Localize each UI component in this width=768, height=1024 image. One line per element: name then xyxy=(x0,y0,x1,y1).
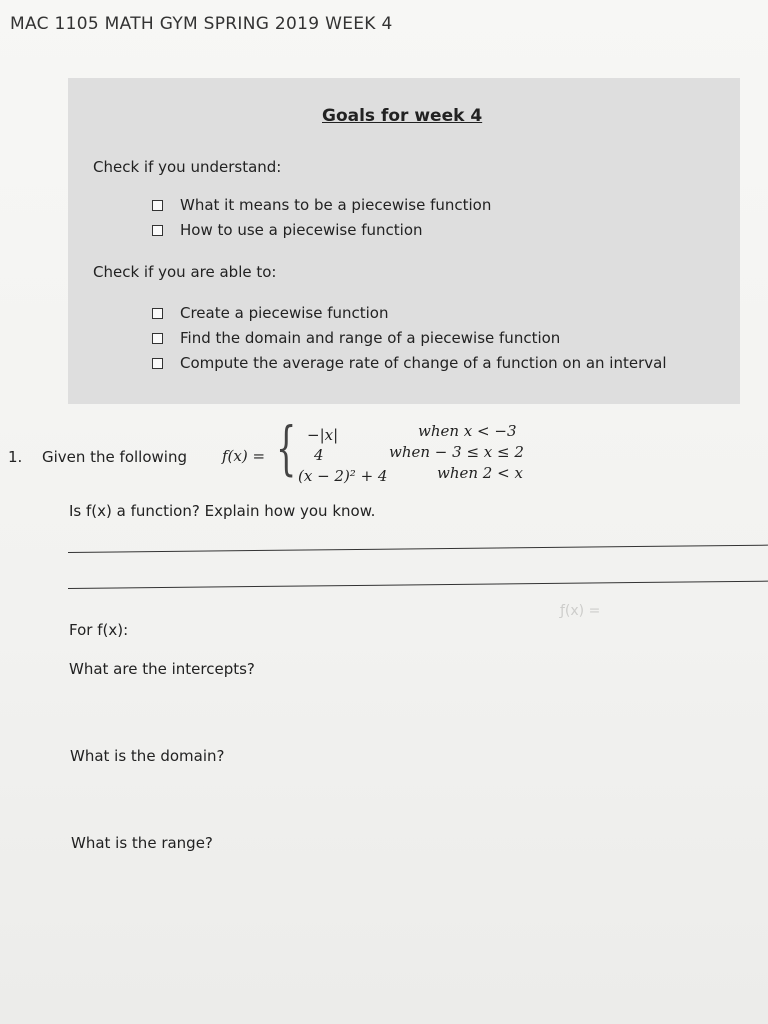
piece-expression: −|x| xyxy=(307,426,339,444)
problem-number: 1. xyxy=(8,448,23,466)
question-is-function: Is f(x) a function? Explain how you know. xyxy=(69,502,376,520)
understand-label: Check if you understand: xyxy=(93,158,282,176)
question-range: What is the range? xyxy=(71,834,213,852)
goals-title: Goals for week 4 xyxy=(322,106,483,126)
checkbox[interactable] xyxy=(152,200,163,211)
understand-item[interactable] xyxy=(152,221,423,239)
for-f-label: For f(x): xyxy=(69,621,129,639)
piece-expression: 4 xyxy=(314,446,324,464)
goals-box xyxy=(68,78,740,404)
piece-condition: when 2 < x xyxy=(437,464,523,482)
understand-item[interactable] xyxy=(152,196,491,214)
answer-line[interactable] xyxy=(68,581,768,590)
checkbox[interactable] xyxy=(152,225,163,236)
able-item-label: Compute the average rate of change of a function on an interval xyxy=(180,354,667,372)
checkbox[interactable] xyxy=(152,358,163,369)
piece-condition: when − 3 ≤ x ≤ 2 xyxy=(389,443,524,461)
problem-intro: Given the following xyxy=(42,448,187,466)
question-domain: What is the domain? xyxy=(70,747,225,765)
understand-item-label: How to use a piecewise function xyxy=(180,221,423,239)
able-item[interactable] xyxy=(152,304,388,322)
piece-expression: (x − 2)² + 4 xyxy=(298,467,388,485)
able-item[interactable] xyxy=(152,329,560,347)
answer-line[interactable] xyxy=(68,545,768,554)
understand-item-label: What it means to be a piecewise function xyxy=(180,196,492,214)
question-intercepts: What are the intercepts? xyxy=(69,660,255,678)
checkbox[interactable] xyxy=(152,308,163,319)
able-label: Check if you are able to: xyxy=(93,263,277,281)
able-item-label: Find the domain and range of a piecewise function xyxy=(180,329,561,347)
able-item-label: Create a piecewise function xyxy=(180,304,389,322)
able-item[interactable] xyxy=(152,354,667,372)
checkbox[interactable] xyxy=(152,333,163,344)
bleed-through-mark: ƒ(x) = xyxy=(560,603,601,619)
piecewise-brace: { xyxy=(276,414,297,482)
function-label: f(x) = xyxy=(222,447,266,465)
piece-condition: when x < −3 xyxy=(418,422,517,440)
page-header: MAC 1105 MATH GYM SPRING 2019 WEEK 4 xyxy=(10,14,393,34)
